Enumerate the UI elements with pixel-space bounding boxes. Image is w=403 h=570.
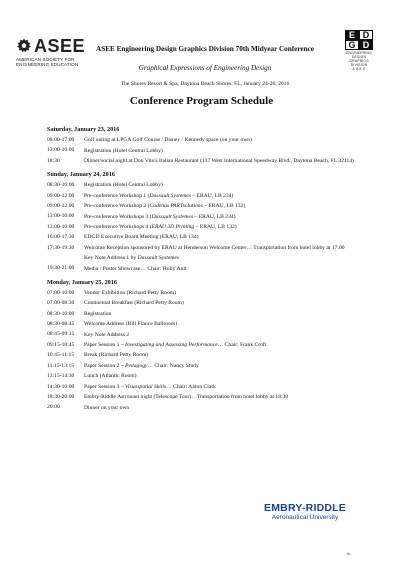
event-time: 19:30-21:00 — [47, 265, 75, 272]
schedule-row — [47, 232, 357, 242]
event-time: 08:30-16:00 — [47, 310, 75, 317]
day-heading: Saturday, January 23, 2016 — [47, 126, 120, 133]
event-description: Pre-conference Workshop 1 (Dassault Systemes – ERAU, LB 234) — [84, 192, 234, 199]
conference-name: ASEE Engineering Design Graphics Division 70th Midyear Conference — [96, 45, 314, 53]
page-title: Conference Program Schedule — [129, 95, 274, 107]
event-time: 11:15-13:15 — [47, 362, 75, 369]
event-time: 18:30 — [47, 157, 60, 164]
event-description: Embry-Riddle Astronaut night (Telescope Tour)…Transportation from hotel lobby at 18:30 — [84, 394, 289, 401]
event-time: 20:00 — [47, 404, 60, 411]
event-description: Registration (Hotel Central Lobby) — [84, 182, 163, 189]
edgd-letter: D — [359, 30, 373, 40]
schedule-row — [47, 382, 357, 392]
event-time: 09:00-12:00 — [47, 203, 75, 210]
event-description: Media / Poster Showcase… Chair: Holly Ault — [84, 265, 187, 272]
day-heading: Monday, January 25, 2016 — [47, 278, 117, 286]
schedule-row — [47, 350, 357, 360]
event-time: 18:30-20:00 — [47, 393, 75, 400]
edgd-letter: D — [359, 40, 373, 50]
event-description: Registration (Hotel Central Lobby) — [84, 147, 163, 154]
schedule-row — [47, 180, 357, 190]
event-description: Vendor Exhibition (Richard Petty Room) — [84, 290, 176, 297]
edgd-logo — [345, 30, 373, 71]
event-description: Pre-conference Workshops 3 (Dassault Systemes – ERAU, LB 234) — [84, 213, 236, 220]
event-description: Continental Breakfast (Richard Petty Room) — [84, 300, 184, 307]
event-description: Dinner on your own — [84, 404, 130, 411]
event-description: Welcome Address (Bill France Ballroom) — [84, 321, 178, 328]
event-description: Key Note Address 2 — [84, 331, 130, 338]
schedule-row — [47, 371, 357, 381]
event-time: 17:30-19:30 — [47, 244, 75, 251]
schedule-row — [47, 253, 357, 263]
page-number: iii — [347, 551, 351, 556]
event-time — [47, 253, 84, 263]
schedule-row — [47, 319, 357, 329]
schedule-row — [47, 211, 357, 221]
schedule-row — [47, 243, 357, 253]
schedule-row — [47, 329, 357, 339]
event-time: 13:00-16:00 — [47, 213, 75, 220]
schedule-day — [47, 278, 357, 413]
event-description: Golf outing at LPGA Golf Course / Disney / Kennedy space (on your own) — [84, 137, 252, 144]
schedule-day — [47, 170, 357, 274]
event-time: 09:15-10:45 — [47, 341, 75, 348]
event-description: Pre-conference Workshop 2 (Cadenas PARTsolutions – ERAU, LB 132) — [84, 203, 246, 210]
event-description: Key Note Address 1 by Dassault Systemes — [84, 255, 180, 262]
event-description: EDGD Executive Board Meeting (ERAU, LB 134) — [84, 234, 199, 241]
schedule-row — [47, 340, 357, 350]
asee-wordmark: ASEE — [34, 36, 86, 56]
schedule-row — [47, 392, 357, 402]
schedule-row — [47, 402, 357, 412]
event-time: 09:00-12:00 — [47, 192, 75, 199]
event-time: 10:45-11:15 — [47, 352, 75, 359]
event-description: Welcome Reception sponsored by ERAU at Henderson Welcome Center… Transportation from hotel lobby at 17:00 — [84, 244, 345, 251]
schedule-row — [47, 156, 357, 166]
embry-riddle-wordmark: EMBRY-RIDDLE — [264, 502, 346, 514]
event-time: 13:15-14:30 — [47, 373, 75, 380]
event-description: Lunch (Atlantic Room) — [84, 373, 137, 380]
event-description: Paper Session 1 – Investigating and Assessing Performance… Chair: Frank Croft — [84, 342, 267, 349]
event-time: 08:45-09:15 — [47, 331, 75, 338]
conference-theme: Graphical Expressions of Engineering Design — [138, 64, 272, 72]
asee-tagline: AMERICAN SOCIETY FOR ENGINEERING EDUCATION — [16, 57, 79, 68]
schedule-row — [47, 298, 357, 308]
embry-riddle-tagline: Aeronautical University — [271, 514, 339, 521]
schedule-row — [47, 361, 357, 371]
schedule-row — [47, 222, 357, 232]
edgd-tagline: ENGINEERING DESIGN GRAPHICS DIVISION A S E E — [346, 51, 372, 71]
event-time: 16:00-17:30 — [47, 234, 75, 241]
event-description: Registration — [84, 310, 112, 317]
schedule-row — [47, 145, 357, 155]
gear-icon — [16, 38, 32, 54]
event-time: 13:00-16:00 — [47, 147, 75, 154]
event-description: Dinner/social night at Don Vito's Italian Restaurant (137 West International Speedway Blvd., Daytona Beach, FL 32114) — [84, 158, 354, 164]
event-description: Pre-conference Workshops 4 (ERAU 3D Printing – ERAU, LB 132) — [84, 224, 237, 231]
conference-venue: The Shores Resort & Spa, Daytona Beach Shores, FL, January 24-26, 2016 — [120, 81, 290, 87]
schedule-row — [47, 309, 357, 319]
day-heading: Sunday, January 24, 2016 — [47, 171, 115, 179]
schedule-row — [47, 288, 357, 298]
edgd-letter: G — [345, 40, 359, 50]
event-time: 07:00-08:30 — [47, 300, 75, 307]
schedule-row — [47, 135, 357, 145]
event-time: 14:30-16:00 — [47, 383, 75, 390]
event-time: 07:00-16:00 — [47, 289, 75, 296]
schedule-row — [47, 191, 357, 201]
event-description: Paper Session 3 – Visuospatial Skills… Chair: Aaron Clark — [84, 383, 216, 390]
event-description: Break (Richard Petty Room) — [84, 352, 149, 359]
edgd-letter: E — [345, 30, 359, 40]
embry-riddle-logo — [254, 503, 356, 522]
event-time: 08:30-08:45 — [47, 321, 75, 328]
event-time: 13:00-16:00 — [47, 223, 75, 230]
event-time: 08:00-17:00 — [47, 137, 75, 143]
event-time: 08:30-16:00 — [47, 182, 75, 189]
event-description: Paper Session 2 – Pedagogy… Chair: Nancy Study — [84, 362, 199, 369]
schedule — [47, 125, 357, 417]
schedule-row — [47, 263, 357, 273]
schedule-row — [47, 201, 357, 211]
schedule-day — [47, 125, 357, 166]
